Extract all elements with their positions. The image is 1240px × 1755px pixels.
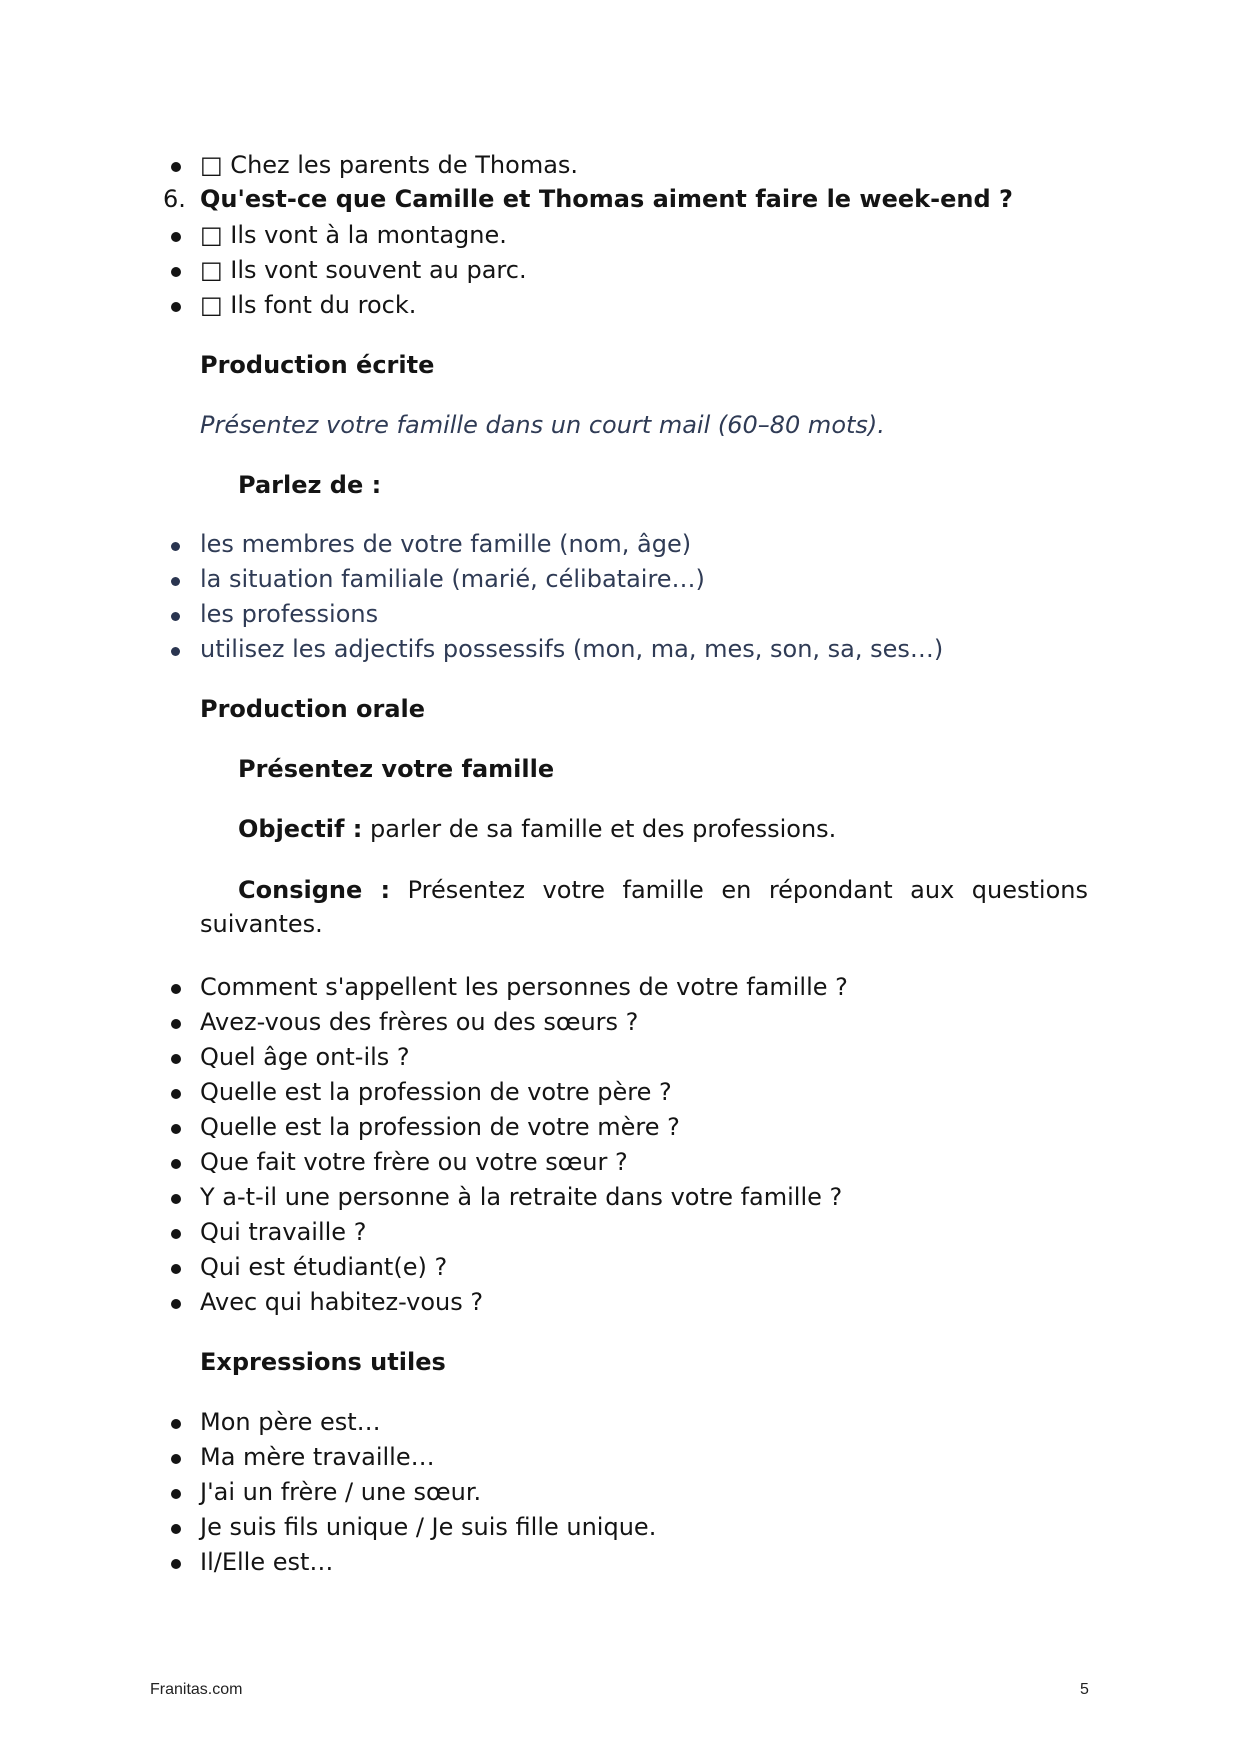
option-item: □ Ils font du rock. [200,291,417,319]
section-heading: Production écrite [200,351,435,379]
bullet [171,1089,181,1099]
list-item: les professions [200,600,379,628]
list-item: utilisez les adjectifs possessifs (mon, ma, mes, son, sa, ses…) [200,635,944,663]
bullet [171,1159,181,1169]
list-item: les membres de votre famille (nom, âge) [200,530,692,558]
bullet [171,1124,181,1134]
bullet [171,1489,181,1499]
question-item: Que fait votre frère ou votre sœur ? [200,1148,628,1176]
objectif-line [238,812,836,846]
bullet [171,1194,181,1204]
instruction: Présentez votre famille dans un court mail (60–80 mots). [200,411,885,439]
expression-item: Mon père est… [200,1408,381,1436]
question-item: Comment s'appellent les personnes de votre famille ? [200,973,848,1001]
question-item: Avez-vous des frères ou des sœurs ? [200,1008,639,1036]
option-item: □ Ils vont souvent au parc. [200,256,527,284]
question-item: Quelle est la profession de votre père ? [200,1078,672,1106]
bullet [171,1054,181,1064]
footer-site: Franitas.com [150,1681,243,1698]
bullet [171,1559,181,1569]
question-item: Quel âge ont-ils ? [200,1043,410,1071]
list-item: □ Chez les parents de Thomas. [200,151,579,179]
bullet [171,1524,181,1534]
bullet [171,302,181,312]
question-item: Y a-t-il une personne à la retraite dans votre famille ? [200,1183,843,1211]
bullet [171,612,180,621]
expression-item: Il/Elle est… [200,1548,334,1576]
consigne-text: Présentez votre famille en répondant aux questions suivantes. [200,876,1088,938]
bullet [171,647,180,656]
option-item: □ Ils vont à la montagne. [200,221,507,249]
question-text: Qu'est-ce que Camille et Thomas aiment faire le week-end ? [200,185,1013,213]
question-item: Qui est étudiant(e) ? [200,1253,448,1281]
question-item: Quelle est la profession de votre mère ? [200,1113,680,1141]
bullet [171,577,180,586]
bullet [171,1264,181,1274]
question-item: Avec qui habitez-vous ? [200,1288,484,1316]
objectif-text: parler de sa famille et des professions. [362,815,837,843]
expression-item: Je suis fils unique / Je suis fille unique. [200,1513,657,1541]
bullet [171,1229,181,1239]
question-item: Qui travaille ? [200,1218,367,1246]
bullet [171,542,180,551]
consigne-label: Consigne : [238,876,391,904]
bullet [171,1454,181,1464]
bullet [171,1419,181,1429]
bullet [171,1019,181,1029]
section-heading: Production orale [200,695,426,723]
bullet [171,232,181,242]
bullet [171,162,181,172]
expression-item: Ma mère travaille… [200,1443,435,1471]
consigne-paragraph [200,873,1088,941]
question-number: 6. [163,185,186,213]
objectif-label: Objectif : [238,815,363,843]
list-item: la situation familiale (marié, célibataire…) [200,565,705,593]
expression-item: J'ai un frère / une sœur. [200,1478,482,1506]
subheading: Parlez de : [238,471,382,499]
subheading: Présentez votre famille [238,755,555,783]
section-heading: Expressions utiles [200,1348,446,1376]
bullet [171,984,181,994]
bullet [171,1299,181,1309]
bullet [171,267,181,277]
page-number: 5 [1080,1681,1089,1698]
